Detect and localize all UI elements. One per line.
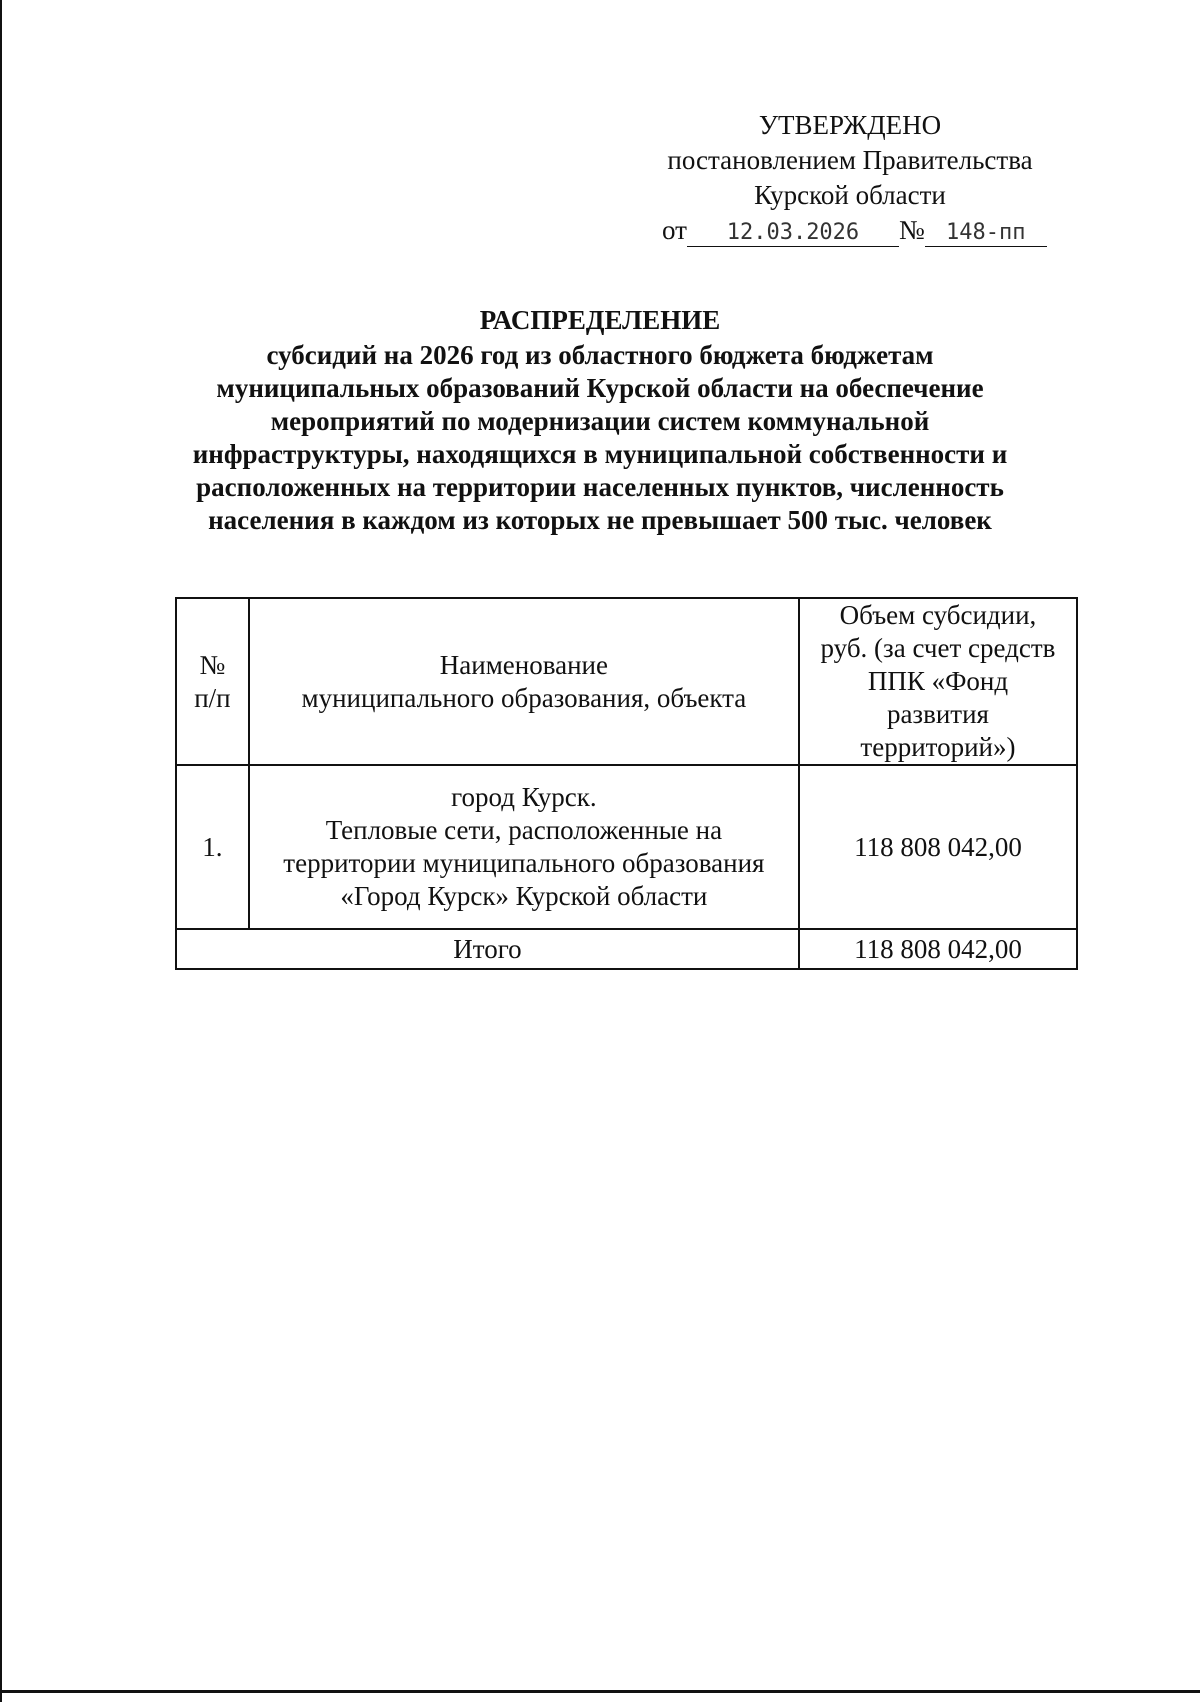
header-line: Наименование bbox=[439, 649, 608, 680]
approval-date: 12.03.2026 bbox=[687, 220, 899, 247]
heading-line: расположенных на территории населенных пунктов, численность bbox=[196, 472, 1004, 502]
document-heading bbox=[150, 304, 1050, 537]
row-name-line: территории муниципального образования bbox=[283, 848, 765, 878]
number-prefix: № bbox=[898, 215, 925, 245]
header-number bbox=[176, 598, 249, 765]
approval-line-1: постановлением Правительства bbox=[667, 145, 1033, 175]
total-amount: 118 808 042,00 bbox=[799, 929, 1077, 969]
row-number: 1. bbox=[176, 765, 249, 929]
row-amount: 118 808 042,00 bbox=[799, 765, 1077, 929]
approval-line-2: Курской области bbox=[754, 180, 946, 210]
header-line: муниципального образования, объекта bbox=[301, 682, 747, 713]
row-name-line: «Город Курск» Курской области bbox=[340, 881, 708, 911]
page-bottom-edge bbox=[0, 1690, 1200, 1693]
header-line: п/п bbox=[194, 682, 231, 713]
heading-line: населения в каждом из которых не превышает 500 тыс. человек bbox=[208, 505, 992, 535]
table-total-row bbox=[176, 929, 1077, 969]
subsidy-table bbox=[175, 597, 1078, 970]
row-name-line: Тепловые сети, расположенные на bbox=[325, 815, 723, 845]
heading-line: муниципальных образований Курской области на обеспечение bbox=[216, 373, 984, 403]
page-left-edge bbox=[0, 0, 2, 1702]
row-name-line: город Курск. bbox=[451, 782, 597, 812]
header-name bbox=[249, 598, 799, 765]
table-row bbox=[176, 765, 1077, 929]
approval-block bbox=[640, 108, 1060, 248]
header-line: Объем субсидии, bbox=[839, 600, 1037, 630]
header-line: территорий») bbox=[860, 732, 1016, 762]
table-header-row bbox=[176, 598, 1077, 765]
header-amount bbox=[799, 598, 1077, 765]
approval-number: 148-пп bbox=[925, 220, 1047, 247]
header-line: № bbox=[199, 649, 226, 680]
heading-line: субсидий на 2026 год из областного бюджета бюджетам bbox=[266, 340, 934, 370]
date-prefix: от bbox=[662, 215, 687, 245]
header-line: руб. (за счет средств bbox=[820, 633, 1056, 663]
heading-line: инфраструктуры, находящихся в муниципальной собственности и bbox=[192, 439, 1008, 469]
approval-status: УТВЕРЖДЕНО bbox=[758, 110, 942, 140]
document-title: РАСПРЕДЕЛЕНИЕ bbox=[479, 305, 721, 335]
row-name bbox=[249, 765, 799, 929]
header-line: ППК «Фонд bbox=[867, 666, 1009, 696]
approval-reference bbox=[640, 213, 1060, 248]
total-label: Итого bbox=[176, 929, 799, 969]
heading-line: мероприятий по модернизации систем коммунальной bbox=[270, 406, 930, 436]
header-line: развития bbox=[886, 699, 989, 729]
